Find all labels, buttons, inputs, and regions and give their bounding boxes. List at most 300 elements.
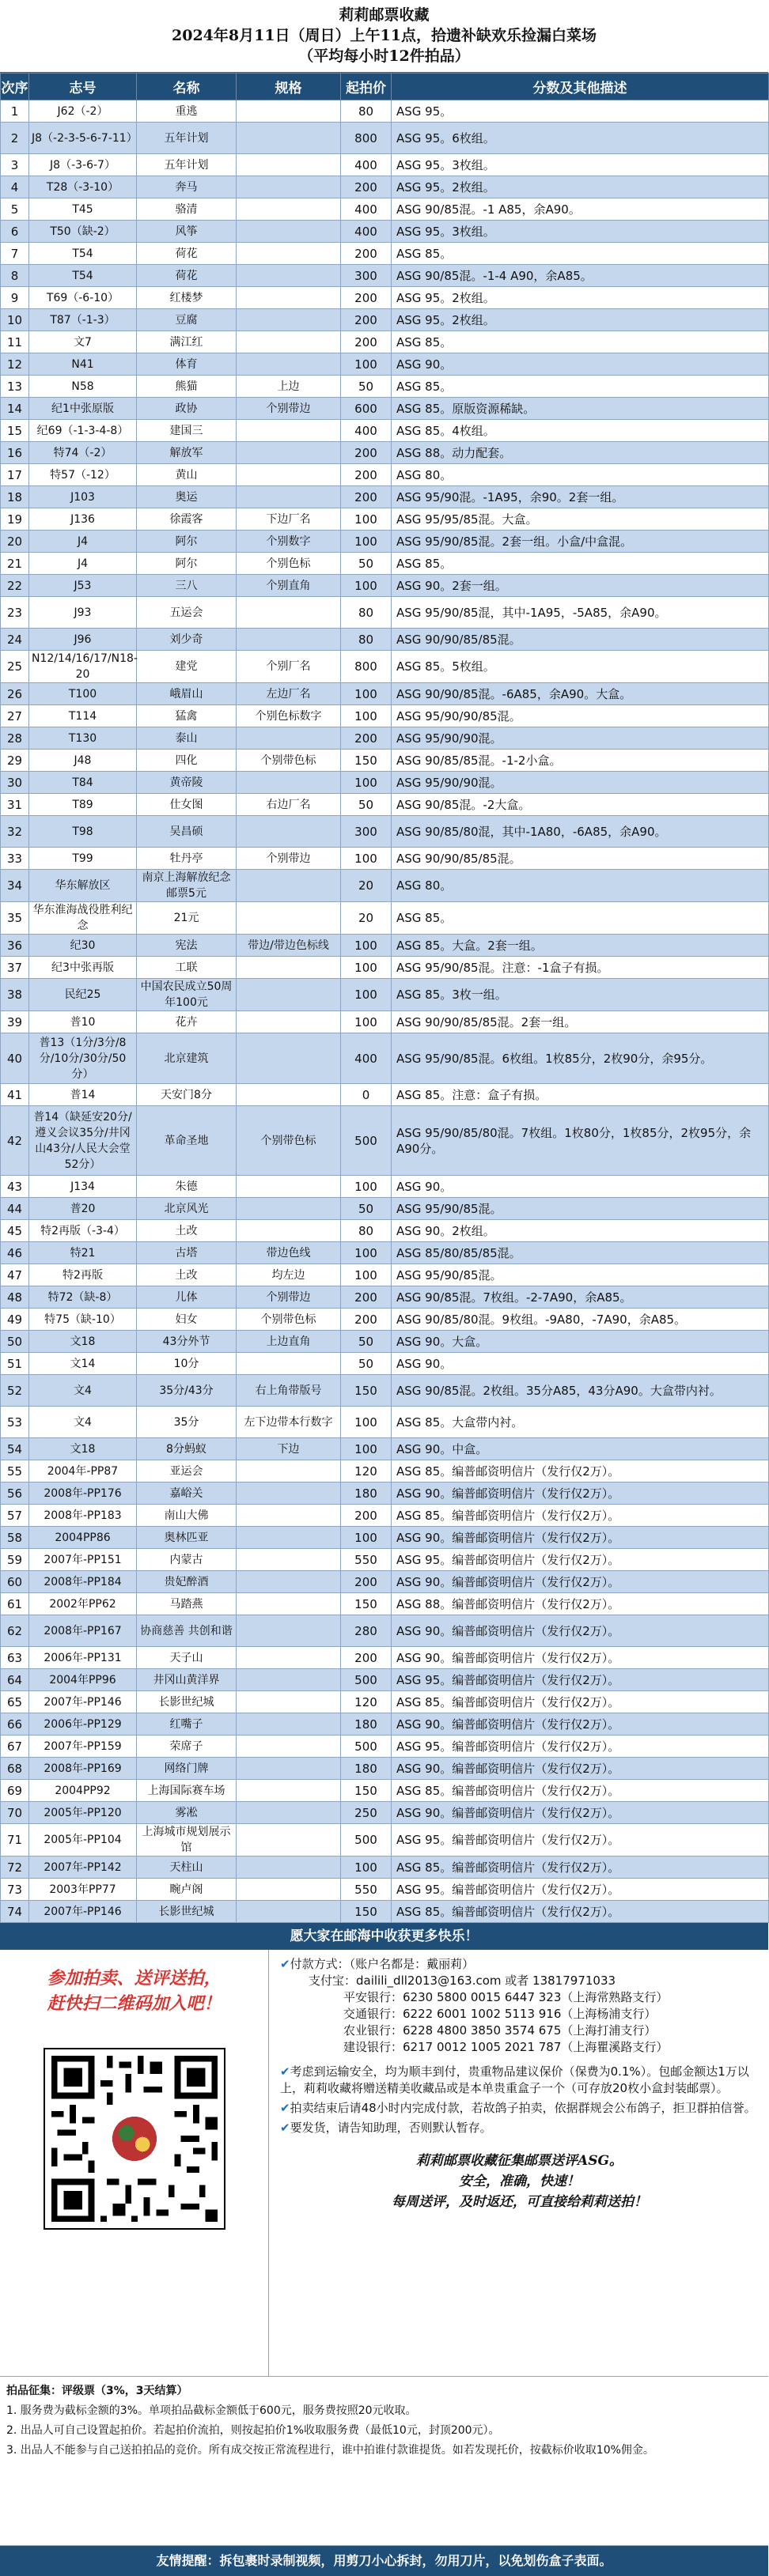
stamp-name: 荣席子 (137, 1736, 237, 1758)
stamp-code: 特21 (29, 1242, 137, 1264)
lot-description: ASG 95/90混。-1A95，余90。2套一组。 (392, 486, 769, 508)
stamp-code: 文4 (29, 1375, 137, 1407)
alipay-info: 支付宝：dailili_dll2013@163.com 或者 13817971033 (309, 1974, 616, 1988)
lot-description: ASG 90。编普邮资明信片（发行仅2万）。 (392, 1615, 769, 1647)
stamp-name: 豆腐 (137, 309, 237, 331)
stamp-code: T54 (29, 265, 137, 287)
lot-description: ASG 90/90/85混。-6A85，余A90。大盒。 (392, 683, 769, 705)
bank-account-2: 交通银行：6222 6001 1002 5113 916（上海杨浦支行） (343, 2007, 657, 2021)
stamp-spec: 个别带边 (237, 848, 341, 870)
page-title: 莉莉邮票收藏 (339, 6, 430, 24)
payment-method-label: ✔付款方式：（账户名都是：戴丽莉） (280, 1957, 475, 1971)
lot-description: ASG 90/90/85/85混。2套一组。 (392, 1011, 769, 1033)
stamp-code: 2007年-PP146 (29, 1901, 137, 1923)
lot-number: 49 (1, 1309, 29, 1331)
stamp-code: T50（缺-2） (29, 221, 137, 243)
lot-number: 58 (1, 1527, 29, 1549)
lot-description: ASG 95/90/85混。2套一组。小盒/中盒混。 (392, 531, 769, 553)
stamp-name: 五年计划 (137, 123, 237, 154)
stamp-code: N41 (29, 353, 137, 376)
table-row (1, 1084, 769, 1106)
start-price: 50 (341, 376, 392, 398)
stamp-spec: 个别数字 (237, 531, 341, 553)
stamp-spec (237, 979, 341, 1011)
table-row (1, 1353, 769, 1375)
stamp-spec: 左边厂名 (237, 683, 341, 705)
lot-number: 72 (1, 1856, 29, 1879)
stamp-name: 风筝 (137, 221, 237, 243)
stamp-spec (237, 1824, 341, 1856)
stamp-spec (237, 1615, 341, 1647)
start-price: 200 (341, 176, 392, 198)
lot-description: ASG 95。编普邮资明信片（发行仅2万）。 (392, 1879, 769, 1901)
lot-number: 26 (1, 683, 29, 705)
footer-reminder: 友情提醒：拆包裹时录制视频，用剪刀小心拆封，勿用刀片，以免划伤盒子表面。 (0, 2546, 768, 2576)
stamp-spec (237, 1460, 341, 1483)
rule-item-2: 2. 出品人可自己设置起拍价。若起拍价流拍，则按起拍价1%收取服务费（最低10元，封顶200元）。 (6, 2424, 500, 2437)
table-row (1, 750, 769, 772)
stamp-spec (237, 1669, 341, 1691)
table-row (1, 1505, 769, 1527)
shipping-note: ✔考虑到运输安全，均为顺丰到付，贵重物品建议保价（保费为0.1%）。包邮金额达1万以上，莉莉收藏将赠送精美收藏品或是本单贵重盒子一个（可存放20枚小盒封装邮票）。 (280, 2064, 749, 2095)
table-row (1, 902, 769, 935)
check-icon: ✔ (280, 2121, 290, 2135)
table-row (1, 1460, 769, 1483)
table-row (1, 1615, 769, 1647)
table-row (1, 176, 769, 198)
stamp-code: J96 (29, 629, 137, 651)
table-row (1, 1407, 769, 1438)
lot-description: ASG 95。2枚组。 (392, 309, 769, 331)
lot-description: ASG 90。编普邮资明信片（发行仅2万）。 (392, 1527, 769, 1549)
lot-description: ASG 85。 (392, 553, 769, 575)
stamp-spec: 上边 (237, 376, 341, 398)
stamp-spec (237, 1856, 341, 1879)
lot-number: 27 (1, 705, 29, 727)
lot-number: 2 (1, 123, 29, 154)
stamp-code: 普10 (29, 1011, 137, 1033)
table-row (1, 198, 769, 221)
stamp-code: 2004年-PP87 (29, 1460, 137, 1483)
lot-number: 19 (1, 508, 29, 531)
lot-description: ASG 95/90/85混，其中-1A95，-5A85，余A90。 (392, 597, 769, 629)
stamp-code: 特75（缺-10） (29, 1309, 137, 1331)
lot-number: 12 (1, 353, 29, 376)
stamp-code: 民纪25 (29, 979, 137, 1011)
stamp-spec (237, 597, 341, 629)
stamp-name: 宪法 (137, 935, 237, 957)
stamp-code: 2004PP86 (29, 1527, 137, 1549)
start-price: 100 (341, 1242, 392, 1264)
lot-number: 7 (1, 243, 29, 265)
start-price: 400 (341, 198, 392, 221)
stamp-code: 2007年-PP142 (29, 1856, 137, 1879)
page-note: （平均每小时12件拍品） (298, 47, 470, 65)
stamp-name: 马踏燕 (137, 1593, 237, 1615)
stamp-name: 四化 (137, 750, 237, 772)
lot-description: ASG 85。编普邮资明信片（发行仅2万）。 (392, 1691, 769, 1713)
stamp-name: 猛禽 (137, 705, 237, 727)
stamp-code: 2005年-PP120 (29, 1802, 137, 1824)
lot-description: ASG 95。3枚组。 (392, 154, 769, 176)
lot-number: 71 (1, 1824, 29, 1856)
stamp-spec (237, 221, 341, 243)
table-row (1, 1879, 769, 1901)
lot-table (0, 73, 769, 1923)
start-price: 150 (341, 1780, 392, 1802)
table-row (1, 1802, 769, 1824)
stamp-spec: 个别色标 (237, 553, 341, 575)
stamp-name: 熊猫 (137, 376, 237, 398)
stamp-name: 建党 (137, 651, 237, 683)
start-price: 200 (341, 309, 392, 331)
stamp-code: N12/14/16/17/N18-20 (29, 651, 137, 683)
start-price: 120 (341, 1691, 392, 1713)
start-price: 100 (341, 1438, 392, 1460)
stamp-name: 峨眉山 (137, 683, 237, 705)
start-price: 50 (341, 794, 392, 816)
stamp-code: 文18 (29, 1438, 137, 1460)
start-price: 200 (341, 727, 392, 750)
stamp-spec (237, 243, 341, 265)
table-row (1, 1758, 769, 1780)
promo-line-2: 赶快扫二维码加入吧！ (47, 1993, 222, 2014)
stamp-spec (237, 486, 341, 508)
stamp-name: 五年计划 (137, 154, 237, 176)
stamp-name: 协商慈善 共创和谐 (137, 1615, 237, 1647)
stamp-code: J4 (29, 531, 137, 553)
lot-number: 51 (1, 1353, 29, 1375)
column-header-start-price: 起拍价 (341, 74, 392, 100)
start-price: 100 (341, 531, 392, 553)
lot-description: ASG 85。 (392, 243, 769, 265)
lot-description: ASG 85/80/85/85混。 (392, 1242, 769, 1264)
table-row (1, 683, 769, 705)
stamp-name: 天柱山 (137, 1856, 237, 1879)
lot-description: ASG 85。编普邮资明信片（发行仅2万）。 (392, 1856, 769, 1879)
stamp-name: 花卉 (137, 1011, 237, 1033)
stamp-code: J134 (29, 1176, 137, 1198)
lot-description: ASG 85。注意：盒子有损。 (392, 1084, 769, 1106)
stamp-spec (237, 1802, 341, 1824)
stamp-code: T69（-6-10） (29, 287, 137, 309)
lot-number: 64 (1, 1669, 29, 1691)
table-row (1, 1033, 769, 1084)
stamp-code: J53 (29, 575, 137, 597)
start-price: 800 (341, 651, 392, 683)
stamp-spec (237, 1527, 341, 1549)
stamp-spec: 个别色标数字 (237, 705, 341, 727)
stamp-code: J4 (29, 553, 137, 575)
table-row (1, 1242, 769, 1264)
stamp-name: 仕女图 (137, 794, 237, 816)
stamp-code: T89 (29, 794, 137, 816)
lot-description: ASG 90。大盒。 (392, 1331, 769, 1353)
start-price: 400 (341, 1033, 392, 1084)
start-price: 500 (341, 1824, 392, 1856)
stamp-spec (237, 816, 341, 848)
start-price: 100 (341, 979, 392, 1011)
stamp-name: 畹卢阁 (137, 1879, 237, 1901)
lot-description: ASG 90。 (392, 353, 769, 376)
lot-description: ASG 85。编普邮资明信片（发行仅2万）。 (392, 1460, 769, 1483)
table-row (1, 1647, 769, 1669)
start-price: 200 (341, 442, 392, 464)
stamp-spec: 个别带色标 (237, 750, 341, 772)
page-header (0, 0, 768, 73)
lot-description: ASG 95/90/85混。 (392, 1264, 769, 1286)
lot-description: ASG 85。大盒带内衬。 (392, 1407, 769, 1438)
lot-number: 44 (1, 1198, 29, 1220)
stamp-spec (237, 309, 341, 331)
stamp-code: 2007年-PP146 (29, 1691, 137, 1713)
lot-number: 30 (1, 772, 29, 794)
table-row (1, 848, 769, 870)
lot-number: 45 (1, 1220, 29, 1242)
check-icon: ✔ (280, 2064, 290, 2079)
stamp-code: J8（-3-6-7） (29, 154, 137, 176)
stamp-code: 纪30 (29, 935, 137, 957)
start-price: 50 (341, 553, 392, 575)
stamp-name: 35分 (137, 1407, 237, 1438)
start-price: 100 (341, 935, 392, 957)
start-price: 300 (341, 816, 392, 848)
stamp-spec (237, 1879, 341, 1901)
stamp-code: T28（-3-10） (29, 176, 137, 198)
table-row (1, 597, 769, 629)
lot-number: 48 (1, 1286, 29, 1309)
table-row (1, 870, 769, 902)
stamp-spec: 上边直角 (237, 1331, 341, 1353)
table-row (1, 309, 769, 331)
stamp-code: T54 (29, 243, 137, 265)
stamp-name: 儿体 (137, 1286, 237, 1309)
page-subtitle: 2024年8月11日（周日）上午11点，拾遗补缺欢乐捡漏白菜场 (172, 27, 597, 44)
start-price: 100 (341, 772, 392, 794)
lot-description: ASG 95/90/90/85混。 (392, 705, 769, 727)
start-price: 550 (341, 1549, 392, 1571)
stamp-name: 满江红 (137, 331, 237, 353)
stamp-spec: 下边厂名 (237, 508, 341, 531)
start-price: 300 (341, 265, 392, 287)
stamp-code: 2007年-PP159 (29, 1736, 137, 1758)
lot-description: ASG 90/85混。-2大盒。 (392, 794, 769, 816)
bank-account-3: 农业银行：6228 4800 3850 3574 675（上海打浦支行） (343, 2023, 657, 2038)
table-row (1, 154, 769, 176)
lot-description: ASG 95/90/85混。 (392, 1198, 769, 1220)
stamp-code: 文18 (29, 1331, 137, 1353)
stamp-name: 红嘴子 (137, 1713, 237, 1736)
start-price: 600 (341, 398, 392, 420)
lot-number: 13 (1, 376, 29, 398)
stamp-name: 长影世纪城 (137, 1691, 237, 1713)
stamp-code: J103 (29, 486, 137, 508)
stamp-code: 2008年-PP167 (29, 1615, 137, 1647)
stamp-code: 2004PP92 (29, 1780, 137, 1802)
stamp-spec (237, 1011, 341, 1033)
start-price: 20 (341, 870, 392, 902)
stamp-code: 华东淮海战役胜利纪念 (29, 902, 137, 935)
table-row (1, 1375, 769, 1407)
start-price: 50 (341, 1331, 392, 1353)
lot-description: ASG 90/85混。7枚组。-2-7A90，余A85。 (392, 1286, 769, 1309)
lot-number: 53 (1, 1407, 29, 1438)
stamp-code: 2006年-PP129 (29, 1713, 137, 1736)
table-row (1, 705, 769, 727)
table-row (1, 1198, 769, 1220)
stamp-name: 北京建筑 (137, 1033, 237, 1084)
lot-description: ASG 90。编普邮资明信片（发行仅2万）。 (392, 1713, 769, 1736)
table-row (1, 1264, 769, 1286)
start-price: 50 (341, 1198, 392, 1220)
stamp-code: 普13（1分/3分/8分/10分/30分/50分） (29, 1033, 137, 1084)
stamp-spec (237, 1758, 341, 1780)
lot-description: ASG 95。编普邮资明信片（发行仅2万）。 (392, 1824, 769, 1856)
table-row (1, 123, 769, 154)
start-price: 100 (341, 1264, 392, 1286)
lot-description: ASG 95/90/85/80混。7枚组。1枚80分，1枚85分，2枚95分，余A90分。 (392, 1106, 769, 1176)
lot-number: 43 (1, 1176, 29, 1198)
lot-description: ASG 90/85混。-1-4 A90，余A85。 (392, 265, 769, 287)
stamp-name: 内蒙古 (137, 1549, 237, 1571)
start-price: 200 (341, 1505, 392, 1527)
stamp-name: 天安门8分 (137, 1084, 237, 1106)
table-row (1, 1824, 769, 1856)
stamp-name: 35分/43分 (137, 1375, 237, 1407)
lot-number: 32 (1, 816, 29, 848)
stamp-name: 亚运会 (137, 1460, 237, 1483)
stamp-name: 奔马 (137, 176, 237, 198)
stamp-name: 三八 (137, 575, 237, 597)
stamp-name: 43分外节 (137, 1331, 237, 1353)
stamp-spec (237, 198, 341, 221)
lot-number: 66 (1, 1713, 29, 1736)
start-price: 200 (341, 1286, 392, 1309)
lot-description: ASG 90/85混。2枚组。35分A85，43分A90。大盒带内衬。 (392, 1375, 769, 1407)
column-header-description: 分数及其他描述 (392, 74, 769, 100)
start-price: 0 (341, 1084, 392, 1106)
table-row (1, 442, 769, 464)
stamp-name: 北京风光 (137, 1198, 237, 1220)
start-price: 100 (341, 508, 392, 531)
stamp-name: 10分 (137, 1353, 237, 1375)
start-price: 180 (341, 1713, 392, 1736)
stamp-name: 重逃 (137, 100, 237, 123)
stamp-spec: 个别带色标 (237, 1309, 341, 1331)
stamp-name: 上海城市规划展示馆 (137, 1824, 237, 1856)
stamp-spec: 下边 (237, 1438, 341, 1460)
stamp-spec: 左下边带本行数字 (237, 1407, 341, 1438)
stamp-spec: 右上角带版号 (237, 1375, 341, 1407)
stamp-code: J62（-2） (29, 100, 137, 123)
lot-number: 9 (1, 287, 29, 309)
lot-description: ASG 90。 (392, 1176, 769, 1198)
stamp-spec (237, 727, 341, 750)
stamp-spec: 个别直角 (237, 575, 341, 597)
lot-number: 61 (1, 1593, 29, 1615)
stamp-name: 刘少奇 (137, 629, 237, 651)
lot-number: 21 (1, 553, 29, 575)
lot-number: 41 (1, 1084, 29, 1106)
start-price: 100 (341, 1527, 392, 1549)
lot-number: 70 (1, 1802, 29, 1824)
stamp-spec (237, 1647, 341, 1669)
lot-description: ASG 85。原版资源稀缺。 (392, 398, 769, 420)
stamp-name: 朱德 (137, 1176, 237, 1198)
table-row (1, 1713, 769, 1736)
lot-number: 10 (1, 309, 29, 331)
lot-description: ASG 90。编普邮资明信片（发行仅2万）。 (392, 1758, 769, 1780)
table-row (1, 727, 769, 750)
table-row (1, 1780, 769, 1802)
lot-number: 42 (1, 1106, 29, 1176)
slogan-line-2: 安全，准确，快速！ (459, 2174, 580, 2189)
start-price: 280 (341, 1615, 392, 1647)
table-row (1, 1669, 769, 1691)
lot-number: 39 (1, 1011, 29, 1033)
lot-number: 28 (1, 727, 29, 750)
table-row (1, 935, 769, 957)
stamp-code: 2006年-PP131 (29, 1647, 137, 1669)
lot-number: 5 (1, 198, 29, 221)
start-price: 100 (341, 848, 392, 870)
lot-description: ASG 90。编普邮资明信片（发行仅2万）。 (392, 1802, 769, 1824)
slogan-line-1: 莉莉邮票收藏征集邮票送评ASG。 (416, 2153, 623, 2169)
stamp-spec (237, 1084, 341, 1106)
lot-number: 34 (1, 870, 29, 902)
stamp-spec (237, 1033, 341, 1084)
lot-number: 60 (1, 1571, 29, 1593)
stamp-spec (237, 176, 341, 198)
start-price: 200 (341, 331, 392, 353)
start-price: 180 (341, 1483, 392, 1505)
lot-number: 46 (1, 1242, 29, 1264)
stamp-code: 普14（缺延安20分/遵义会议35分/井冈山43分/人民大会堂52分） (29, 1106, 137, 1176)
lot-number: 47 (1, 1264, 29, 1286)
table-row (1, 1011, 769, 1033)
stamp-code: 文14 (29, 1353, 137, 1375)
lot-description: ASG 85。 (392, 902, 769, 935)
stamp-spec (237, 287, 341, 309)
slogan-line-3: 每周送评，及时返还，可直接给莉莉送拍！ (392, 2194, 647, 2210)
qr-code-icon[interactable] (44, 2048, 225, 2230)
table-row (1, 1176, 769, 1198)
lot-number: 59 (1, 1549, 29, 1571)
lot-description: ASG 85。3枚一组。 (392, 979, 769, 1011)
stamp-code: T84 (29, 772, 137, 794)
lot-description: ASG 95。编普邮资明信片（发行仅2万）。 (392, 1669, 769, 1691)
table-row (1, 575, 769, 597)
lot-description: ASG 85。编普邮资明信片（发行仅2万）。 (392, 1780, 769, 1802)
stamp-code: T45 (29, 198, 137, 221)
lot-number: 14 (1, 398, 29, 420)
stamp-spec (237, 1505, 341, 1527)
lot-number: 54 (1, 1438, 29, 1460)
stamp-name: 红楼梦 (137, 287, 237, 309)
table-row (1, 376, 769, 398)
table-row (1, 816, 769, 848)
lot-table-body (1, 100, 769, 1923)
lot-number: 8 (1, 265, 29, 287)
lot-description: ASG 90/90/85/85混。 (392, 629, 769, 651)
stamp-code: 纪3中张再版 (29, 957, 137, 979)
table-row (1, 979, 769, 1011)
stamp-name: 黄帝陵 (137, 772, 237, 794)
lot-number: 50 (1, 1331, 29, 1353)
lot-description: ASG 90/85混。-1 A85，余A90。 (392, 198, 769, 221)
start-price: 80 (341, 100, 392, 123)
lot-description: ASG 95/90/90混。 (392, 772, 769, 794)
